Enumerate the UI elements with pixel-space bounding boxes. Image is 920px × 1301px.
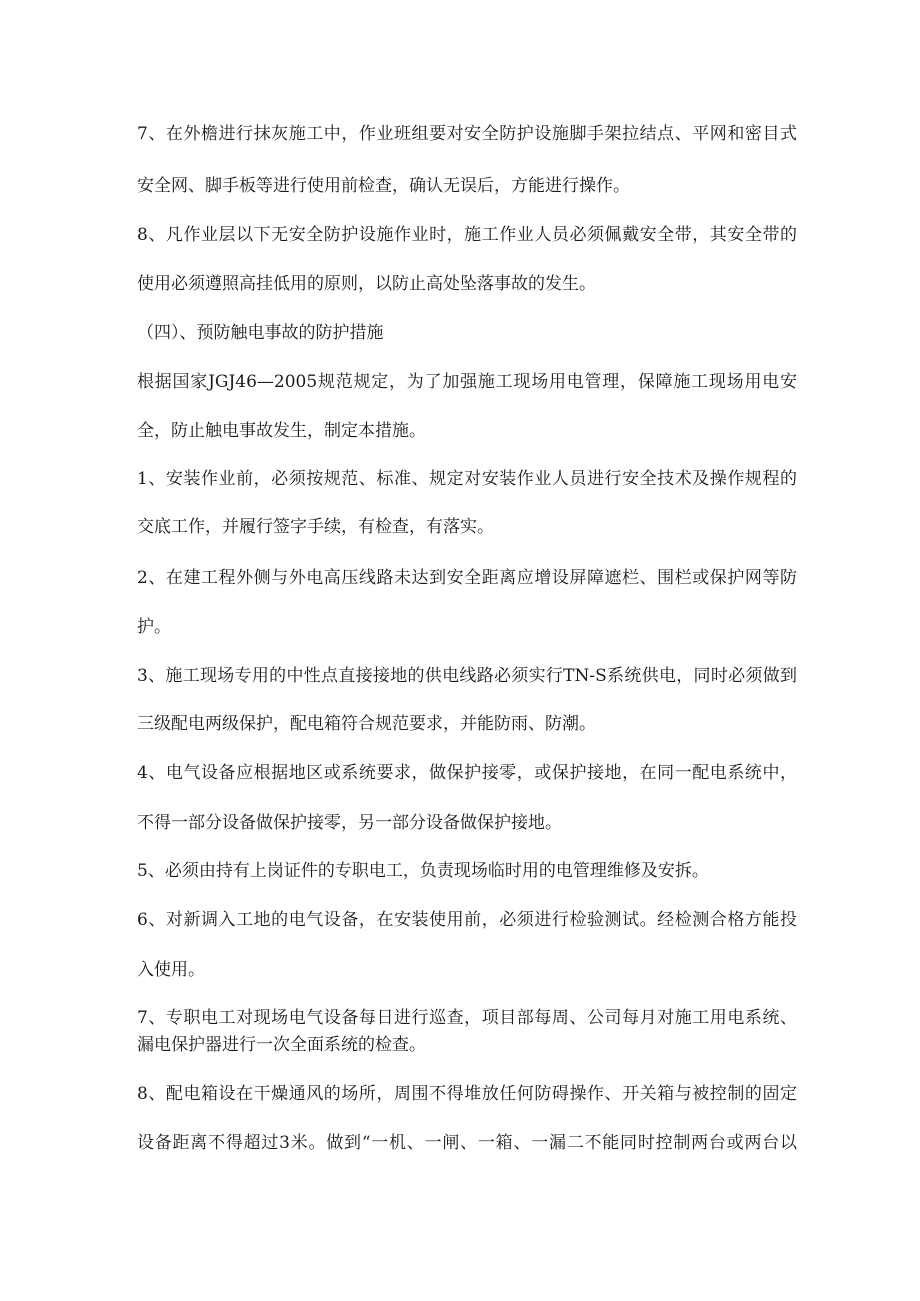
text-line: 入使用。 (137, 960, 205, 980)
section-heading: （四）、预防触电事故的防护措施 (137, 323, 384, 343)
text-line: 6、对新调入工地的电气设备，在安装使用前，必须进行检验测试。经检测合格方能投 (137, 910, 797, 930)
text-line: 全，防止触电事故发生，制定本措施。 (137, 421, 426, 441)
text-line: 不得一部分设备做保护接零，另一部分设备做保护接地。 (137, 813, 562, 833)
text-line: 漏电保护器进行一次全面系统的检查。 (137, 1035, 426, 1055)
text-line: 4、电气设备应根据地区或系统要求，做保护接零，或保护接地，在同一配电系统中， (137, 763, 797, 783)
text-line: 护。 (137, 617, 171, 637)
text-line: 8、凡作业层以下无安全防护设施作业时，施工作业人员必须佩戴安全带，其安全带的 (137, 225, 797, 245)
text-line: 安全网、脚手板等进行使用前检查，确认无误后，方能进行操作。 (137, 176, 630, 196)
text-line: 8、配电箱设在干燥通风的场所，周围不得堆放任何防碍操作、开关箱与被控制的固定 (137, 1084, 797, 1104)
text-line: 根据国家JGJ46—2005规范规定，为了加强施工现场用电管理，保障施工现场用电安 (137, 372, 797, 392)
text-line: 3、施工现场专用的中性点直接接地的供电线路必须实行TN-S系统供电，同时必须做到 (137, 666, 797, 686)
text-line: 7、在外檐进行抹灰施工中，作业班组要对安全防护设施脚手架拉结点、平网和密目式 (137, 124, 797, 144)
text-line: 三级配电两级保护，配电箱符合规范要求，并能防雨、防潮。 (137, 714, 596, 734)
text-line: 2、在建工程外侧与外电高压线路未达到安全距离应增设屏障遮栏、围栏或保护网等防 (137, 568, 797, 588)
text-line: 使用必须遵照高挂低用的原则，以防止高处坠落事故的发生。 (137, 274, 596, 294)
text-line: 交底工作，并履行签字手续，有检查，有落实。 (137, 517, 494, 537)
text-line: 设备距离不得超过3米。做到“一机、一闸、一箱、一漏二不能同时控制两台或两台以 (137, 1133, 797, 1153)
text-line: 5、必须由持有上岗证件的专职电工，负责现场临时用的电管理维修及安拆。 (137, 861, 709, 881)
text-line: 1、安装作业前，必须按规范、标准、规定对安装作业人员进行安全技术及操作规程的 (137, 469, 797, 489)
text-line: 7、专职电工对现场电气设备每日进行巡查，项目部每周、公司每月对施工用电系统、 (137, 1008, 797, 1028)
